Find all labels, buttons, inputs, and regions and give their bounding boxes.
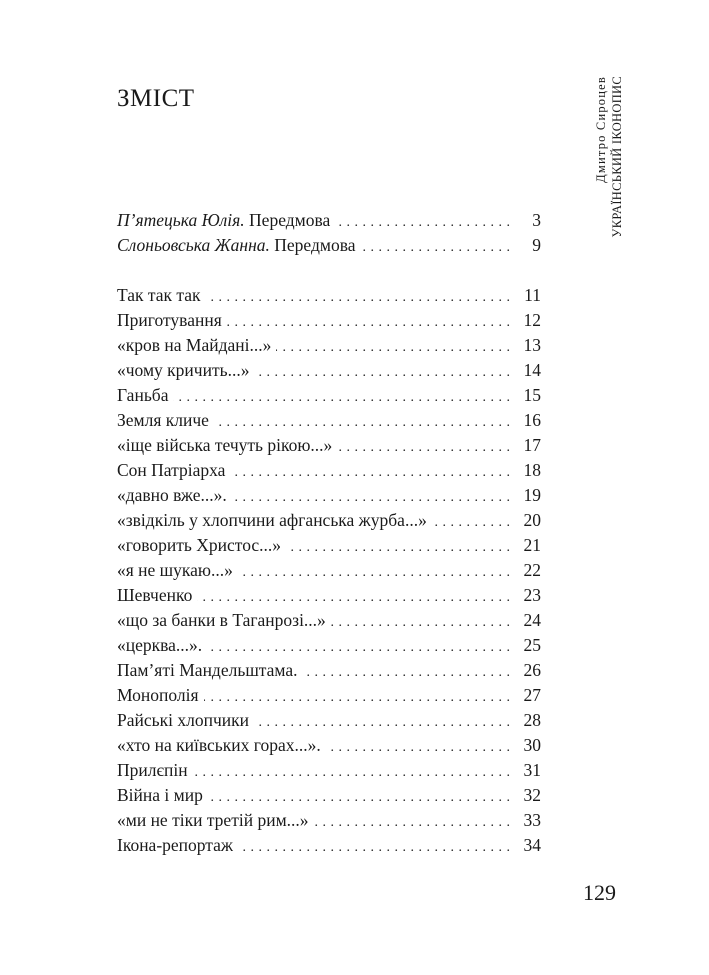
toc-entry-title: П’ятецька Юлія. Передмова (117, 210, 331, 230)
toc-entry-page: 12 (523, 310, 541, 330)
toc-entry-preface[interactable] (117, 208, 541, 233)
toc-entry-title: «давно вже...». (117, 485, 227, 505)
toc-entry[interactable] (117, 733, 541, 758)
toc-entry-author: П’ятецька Юлія. (117, 210, 245, 230)
dot-leader (432, 510, 510, 535)
dot-leader (238, 835, 510, 860)
toc-entry[interactable] (117, 558, 541, 583)
toc-entry-title: «звідкіль у хлопчини афганська журба...» (117, 510, 427, 530)
dot-leader (204, 685, 510, 710)
toc-entry-title: «говорить Христос...» (117, 535, 282, 555)
toc-entry-title: Ганьба (117, 385, 169, 405)
dot-leader (314, 810, 510, 835)
dot-leader (361, 235, 510, 260)
toc-entry-page: 9 (532, 235, 541, 255)
toc-entry-title: Слоньовська Жанна. Передмова (117, 235, 356, 255)
dot-leader (254, 360, 510, 385)
toc-entry-page: 28 (523, 710, 541, 730)
dot-leader (206, 285, 510, 310)
toc-entry[interactable] (117, 608, 541, 633)
toc-entry-title: «я не шукаю...» (117, 560, 233, 580)
dot-leader (227, 310, 510, 335)
toc-entry-page: 31 (523, 760, 541, 780)
toc-entry[interactable] (117, 383, 541, 408)
toc-entry[interactable] (117, 283, 541, 308)
toc-entry-page: 11 (524, 285, 541, 305)
toc-poems-list (117, 283, 541, 858)
running-head (594, 76, 634, 256)
dot-leader (197, 585, 510, 610)
running-head-book-title: УКРАЇНСЬКИЙ ІКОНОПИС (609, 76, 624, 238)
toc-entry-title: «ми не тіки третій рим...» (117, 810, 309, 830)
dot-leader (335, 210, 510, 235)
toc-entry-title: Прилєпін (117, 760, 188, 780)
toc-entry-author: Слоньовська Жанна. (117, 235, 270, 255)
toc-entry-page: 3 (532, 210, 541, 230)
toc-entry-page: 13 (523, 335, 541, 355)
toc-entry-page: 17 (523, 435, 541, 455)
dot-leader (232, 485, 510, 510)
toc-entry-title: Ікона-репортаж (117, 835, 234, 855)
dot-leader (276, 335, 510, 360)
toc-entry[interactable] (117, 683, 541, 708)
toc-entry-title: Пам’яті Мандельштама. (117, 660, 298, 680)
running-head-author: Дмитро Сироцев (594, 76, 608, 183)
toc-entry[interactable] (117, 508, 541, 533)
toc-entry-title: Сон Патріарха (117, 460, 226, 480)
page-number: 129 (583, 880, 616, 905)
toc-entry-preface[interactable] (117, 233, 541, 258)
toc-entry-page: 20 (523, 510, 541, 530)
toc-entry-page: 22 (523, 560, 541, 580)
dot-leader (173, 385, 510, 410)
toc-entry-page: 16 (523, 410, 541, 430)
dot-leader (238, 560, 510, 585)
toc-entry[interactable] (117, 433, 541, 458)
toc-entry[interactable] (117, 833, 541, 858)
toc-entry-title: «іще війська течуть рікою...» (117, 435, 333, 455)
toc-entry-title: Так так так (117, 285, 201, 305)
toc-entry[interactable] (117, 583, 541, 608)
toc-entry-page: 25 (523, 635, 541, 655)
dot-leader (337, 435, 510, 460)
toc-entry-title: Земля кличе (117, 410, 209, 430)
page-title: ЗМІСТ (117, 85, 195, 112)
toc-entry[interactable] (117, 408, 541, 433)
toc-entry-page: 30 (523, 735, 541, 755)
toc-entry-title: «хто на київських горах...». (117, 735, 321, 755)
toc-entry[interactable] (117, 358, 541, 383)
toc-entry-title: «церква...». (117, 635, 203, 655)
toc-entry[interactable] (117, 783, 541, 808)
dot-leader (230, 460, 510, 485)
toc-entry-page: 15 (523, 385, 541, 405)
dot-leader (286, 535, 510, 560)
toc-entry-title: Війна і мир (117, 785, 203, 805)
toc-entry[interactable] (117, 483, 541, 508)
toc-entry[interactable] (117, 758, 541, 783)
toc-entry-page: 24 (523, 610, 541, 630)
toc-entry-title: Приготування (117, 310, 222, 330)
dot-leader (303, 660, 510, 685)
toc-entry[interactable] (117, 708, 541, 733)
dot-leader (193, 760, 510, 785)
toc-entry-page: 14 (523, 360, 541, 380)
toc-entry-page: 26 (523, 660, 541, 680)
toc-entry-title: Шевченко (117, 585, 193, 605)
toc-entry[interactable] (117, 308, 541, 333)
toc-entry[interactable] (117, 533, 541, 558)
toc-entry[interactable] (117, 333, 541, 358)
toc-entry[interactable] (117, 658, 541, 683)
toc-prefaces-list (117, 208, 541, 258)
toc-entry-page: 34 (523, 835, 541, 855)
toc-entry[interactable] (117, 808, 541, 833)
toc-entry[interactable] (117, 633, 541, 658)
toc-entry[interactable] (117, 458, 541, 483)
toc-entry-page: 32 (523, 785, 541, 805)
toc-entry-page: 21 (523, 535, 541, 555)
toc-entry-title: «чому кричить...» (117, 360, 250, 380)
toc-entry-title: «що за банки в Таганрозі...» (117, 610, 326, 630)
dot-leader (208, 785, 510, 810)
toc-entry-title: Райські хлопчики (117, 710, 249, 730)
dot-leader (254, 710, 510, 735)
toc-entry-page: 23 (523, 585, 541, 605)
dot-leader (214, 410, 510, 435)
toc-entry-title: «кров на Майдані...» (117, 335, 272, 355)
toc-entry-page: 33 (523, 810, 541, 830)
toc-entry-page: 18 (523, 460, 541, 480)
dot-leader (326, 735, 510, 760)
toc-entry-title: Монополія (117, 685, 199, 705)
toc-entry-page: 19 (523, 485, 541, 505)
dot-leader (331, 610, 510, 635)
toc-entry-page: 27 (523, 685, 541, 705)
dot-leader (207, 635, 510, 660)
